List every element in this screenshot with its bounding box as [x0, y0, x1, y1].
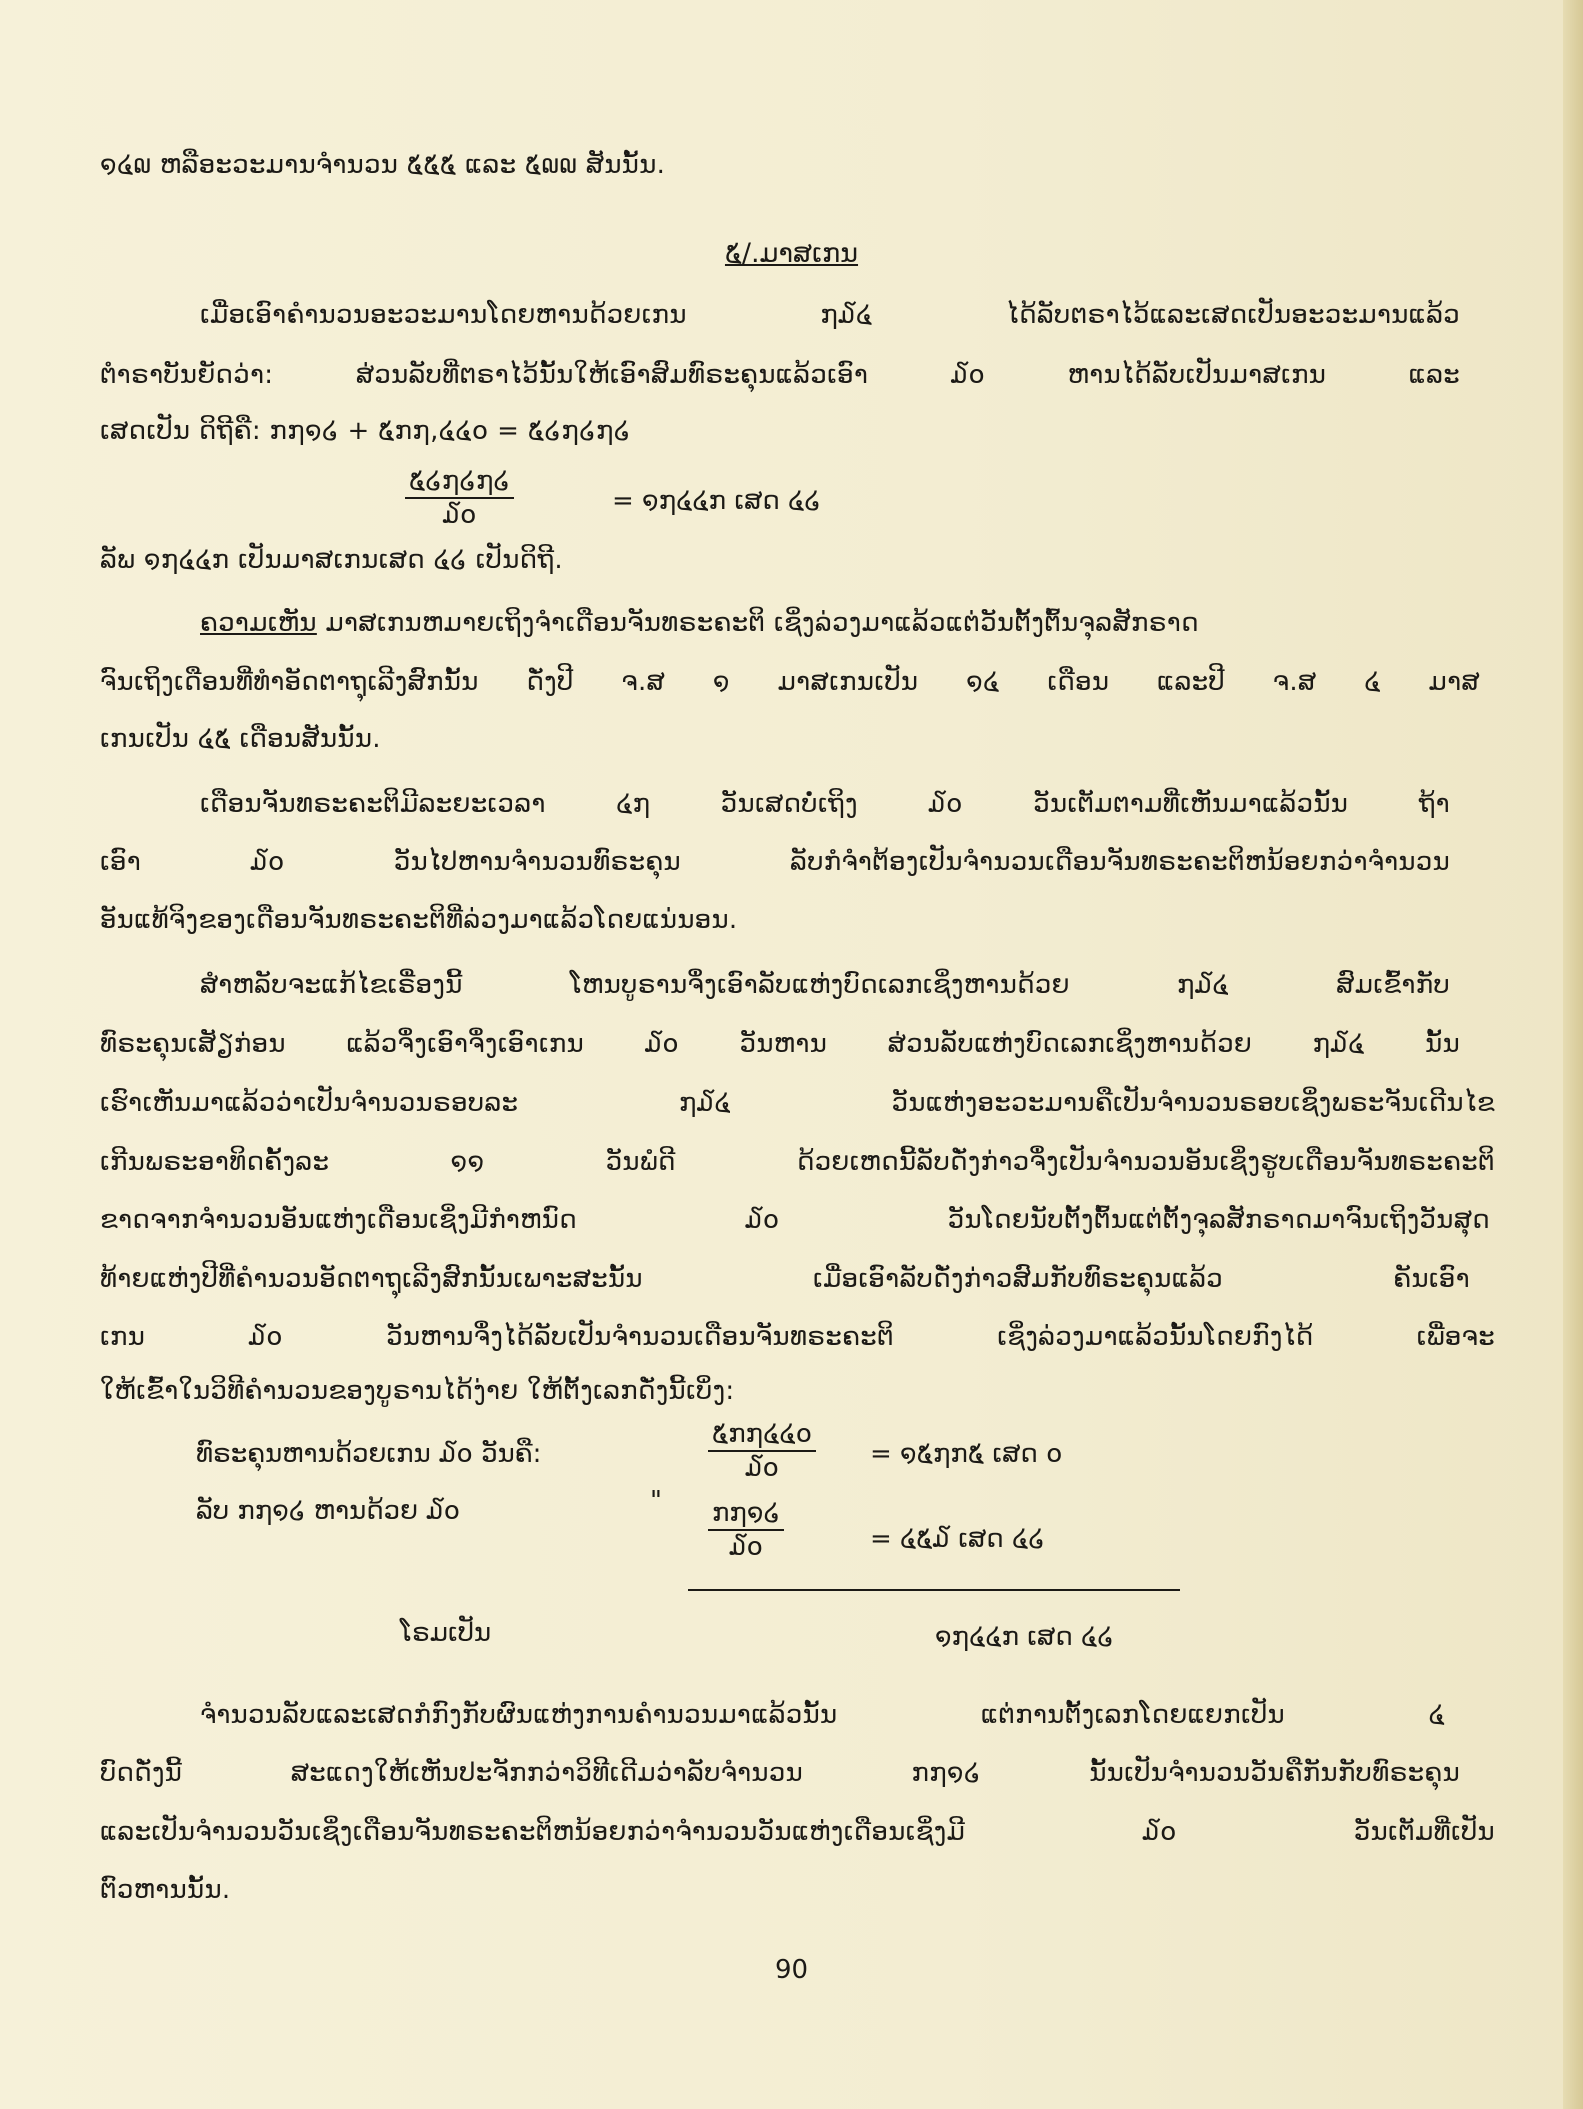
note-text: ມາສເກນຫມາຍເຖິງຈຳເດືອນຈັນທຣະຄະຕິ ເຊິ່ງລ່ວງມາແລ້ວແຕ່ວັນຕັ້ງຕົ້ນຈຸລສັກຣາດ: [325, 608, 1199, 638]
text-line: ຈຳນວນລັບແລະເສດກໍກົງກັບຜົນແຫ່ງການຄຳນວນມາແລ້ວນັ້ນ ແຕ່ການຕັ້ງເລກໂດຍແຍກເປັນ ໔: [200, 1700, 1445, 1730]
text-line: ຈົນເຖິງເດືອນທີ່ທຳອັດຕາຖຸເລີງສົກນັ້ນ ດັ່ງປີ ຈ.ສ ໑ ມາສເກນເປັນ ໑໔ ເດືອນ ແລະປີ ຈ.ສ ໔ ມາສ: [100, 667, 1480, 697]
text-line: ຕົວຫານນັ້ນ.: [100, 1875, 231, 1905]
text-line: ທ້າຍແຫ່ງປີທີ່ຄຳນວນອັດຕາຖຸເລີງສົກນັ້ນເພາະສະນັ້ນ ເມື່ອເອົາລັບດັ່ງກ່າວສົມກັບທົຣະຄຸນແລ້ວ ຄັນເອົາ: [100, 1264, 1470, 1294]
calc-label: ທົຣະຄຸນຫານດ້ວຍເກນ ໓໐ ວັນຄື:: [196, 1439, 542, 1469]
calc-result: = ໑໕໗ກ໕ ເສດ ໐: [870, 1439, 1063, 1469]
fraction-numerator: ກ໗໑໒: [708, 1497, 784, 1531]
text-line: ເກນ ໓໐ ວັນຫານຈຶ່ງໄດ້ລັບເປັນຈຳນວນເດືອນຈັນທຣະຄະຕິ ເຊິ່ງລ່ວງມາແລ້ວນັ້ນໂດຍກົງໄດ້ ເພື່ອຈະ: [100, 1322, 1495, 1352]
sum-rule: [688, 1589, 1180, 1591]
text-line: ເດືອນຈັນທຣະຄະຕິມີລະຍະເວລາ ໔໗ ວັນເສດບໍ່ເຖິງ ໓໐ ວັນເຕັມຕາມທີ່ເຫັນມາແລ້ວນັ້ນ ຖ້າ: [200, 789, 1450, 819]
text-line: ເກີນພຣະອາທິດຄັ້ງລະ ໑໑ ວັນພໍດີ ດ້ວຍເຫດນີ້ລັບດັ່ງກ່າວຈຶ່ງເປັນຈຳນວນອັນເຊິ່ງຮູບເດືອນຈັນທຣະຄະຕິ: [100, 1147, 1495, 1177]
text-line: ຂາດຈາກຈຳນວນອັນແຫ່ງເດືອນເຊິ່ງມີກຳຫນົດ ໓໐ ວັນໂດຍນັບຕັ້ງຕົ້ນແຕ່ຕັ້ງຈຸລສັກຣາດມາຈົນເຖິງວັນສຸດ: [100, 1205, 1490, 1235]
fraction: [708, 1418, 816, 1484]
fraction: [405, 465, 514, 531]
text-line: ອັນແທ້ຈິງຂອງເດືອນຈັນທຣະຄະຕິທີ່ລ່ວງມາແລ້ວໂດຍແນ່ນອນ.: [100, 905, 738, 935]
text-line: ລັພ ໑໗໔໔ກ ເປັນມາສເກນເສດ ໔໒ ເປັນດິຖີ.: [100, 545, 563, 575]
note-label: ຄວາມເຫັນ: [200, 608, 317, 638]
text-line: ເສດເປັນ ດິຖີຄື: ກ໗໑໒ + ໕ກ໗,໔໔໐ = ໕໒໗໒໗໒: [100, 416, 631, 446]
text-line: ບົດດັ່ງນີ້ ສະແດງໃຫ້ເຫັນປະຈັກກວ່າວິທີເດີມວ່າລັບຈຳນວນ ກ໗໑໒ ນັ້ນເປັນຈຳນວນວັນຄືກັນກັບທົຣະຄຸນ: [100, 1758, 1460, 1788]
text-line: ທົຣະຄຸນເສັຽກ່ອນ ແລ້ວຈຶ່ງເອົາຈຶ່ງເອົາເກນ ໓໐ ວັນຫານ ສ່ວນລັບແຫ່ງບົດເລກເຊິ່ງຫານດ້ວຍ ໗໓໔ ນັ້ນ: [100, 1029, 1460, 1059]
text-line: ຕຳຣາບັນຍັດວ່າ: ສ່ວນລັບທີ່ຕຣາໄວ້ນັ້ນໃຫ້ເອົາສົມທົຣະຄຸນແລ້ວເອົາ ໓໐ ຫານໄດ້ລັບເປັນມາສເກນ ແລະ: [100, 360, 1460, 390]
text-line: ໑໔໙ ຫລືອະວະມານຈຳນວນ ໕໕໕ ແລະ ໕໙໙ ສັນນັ້ນ.: [100, 150, 666, 180]
fraction-numerator: ໕໒໗໒໗໒: [405, 465, 514, 499]
text-line: ເອົາ ໓໐ ວັນໄປຫານຈຳນວນທົຣະຄຸນ ລັບກໍຈຳຕ້ອງເປັນຈຳນວນເດືອນຈັນທຣະຄະຕິຫນ້ອຍກວ່າຈຳນວນ: [100, 847, 1450, 877]
section-heading: ໕/.ມາສເກນ: [724, 238, 859, 269]
text-line: [200, 606, 1500, 640]
text-line: ເມື່ອເອົາຄຳນວນອະວະມານໂດຍຫານດ້ວຍເກນ ໗໓໔ ໄດ້ລັບຕຣາໄວ້ແລະເສດເປັນອະວະມານແລ້ວ: [200, 300, 1460, 330]
fraction-denominator: ໓໐: [729, 1532, 764, 1562]
fraction: [708, 1497, 784, 1563]
text-line: ສຳຫລັບຈະແກ້ໄຂເຣື່ອງນີ້ ໂຫນບູຣານຈຶ່ງເອົາລັບແຫ່ງບົດເລກເຊິ່ງຫານດ້ວຍ ໗໓໔ ສົມເຂົ້າກັບ: [200, 970, 1450, 1000]
fraction-numerator: ໕ກ໗໔໔໐: [708, 1418, 816, 1452]
text-line: ໃຫ້ເຂົ້າໃນວິທີຄຳນວນຂອງບູຣານໄດ້ງ່າຍ ໃຫ້ຕັ້ງເລກດັ່ງນີ້ເບິ່ງ:: [100, 1376, 735, 1406]
text-line: ເຮົາເຫັນມາແລ້ວວ່າເປັນຈຳນວນຣອບລະ ໗໓໔ ວັນແຫ່ງອະວະມານຄືເປັນຈຳນວນຣອບເຊິ່ງພຣະຈັນເດີນໄຂ: [100, 1088, 1495, 1118]
fraction-denominator: ໓໐: [745, 1453, 780, 1483]
fraction-result: = ໑໗໔໔ກ ເສດ ໔໒: [612, 486, 821, 516]
text-line: ເກນເປັນ ໔໕ ເດືອນສັນນັ້ນ.: [100, 724, 381, 754]
fraction-denominator: ໓໐: [442, 500, 477, 530]
total-result: ໑໗໔໔ກ ເສດ ໔໒: [935, 1622, 1114, 1652]
page-edge-shadow: [1563, 0, 1583, 2109]
total-label: ໂຣມເປັນ: [400, 1618, 492, 1648]
text-line: ແລະເປັນຈຳນວນວັນເຊິ່ງເດືອນຈັນທຣະຄະຕິຫນ້ອຍກວ່າຈຳນວນວັນແຫ່ງເດືອນເຊິ່ງມີ ໓໐ ວັນເຕັມທີ່ເປັນ: [100, 1817, 1495, 1847]
calc-label: ລັບ ກ໗໑໒ ຫານດ້ວຍ ໓໐: [196, 1496, 461, 1526]
ditto-mark: ": [650, 1486, 662, 1516]
page-number: 90: [774, 1955, 809, 1985]
calc-result: = ໔໕໓ ເສດ ໔໒: [870, 1524, 1045, 1554]
